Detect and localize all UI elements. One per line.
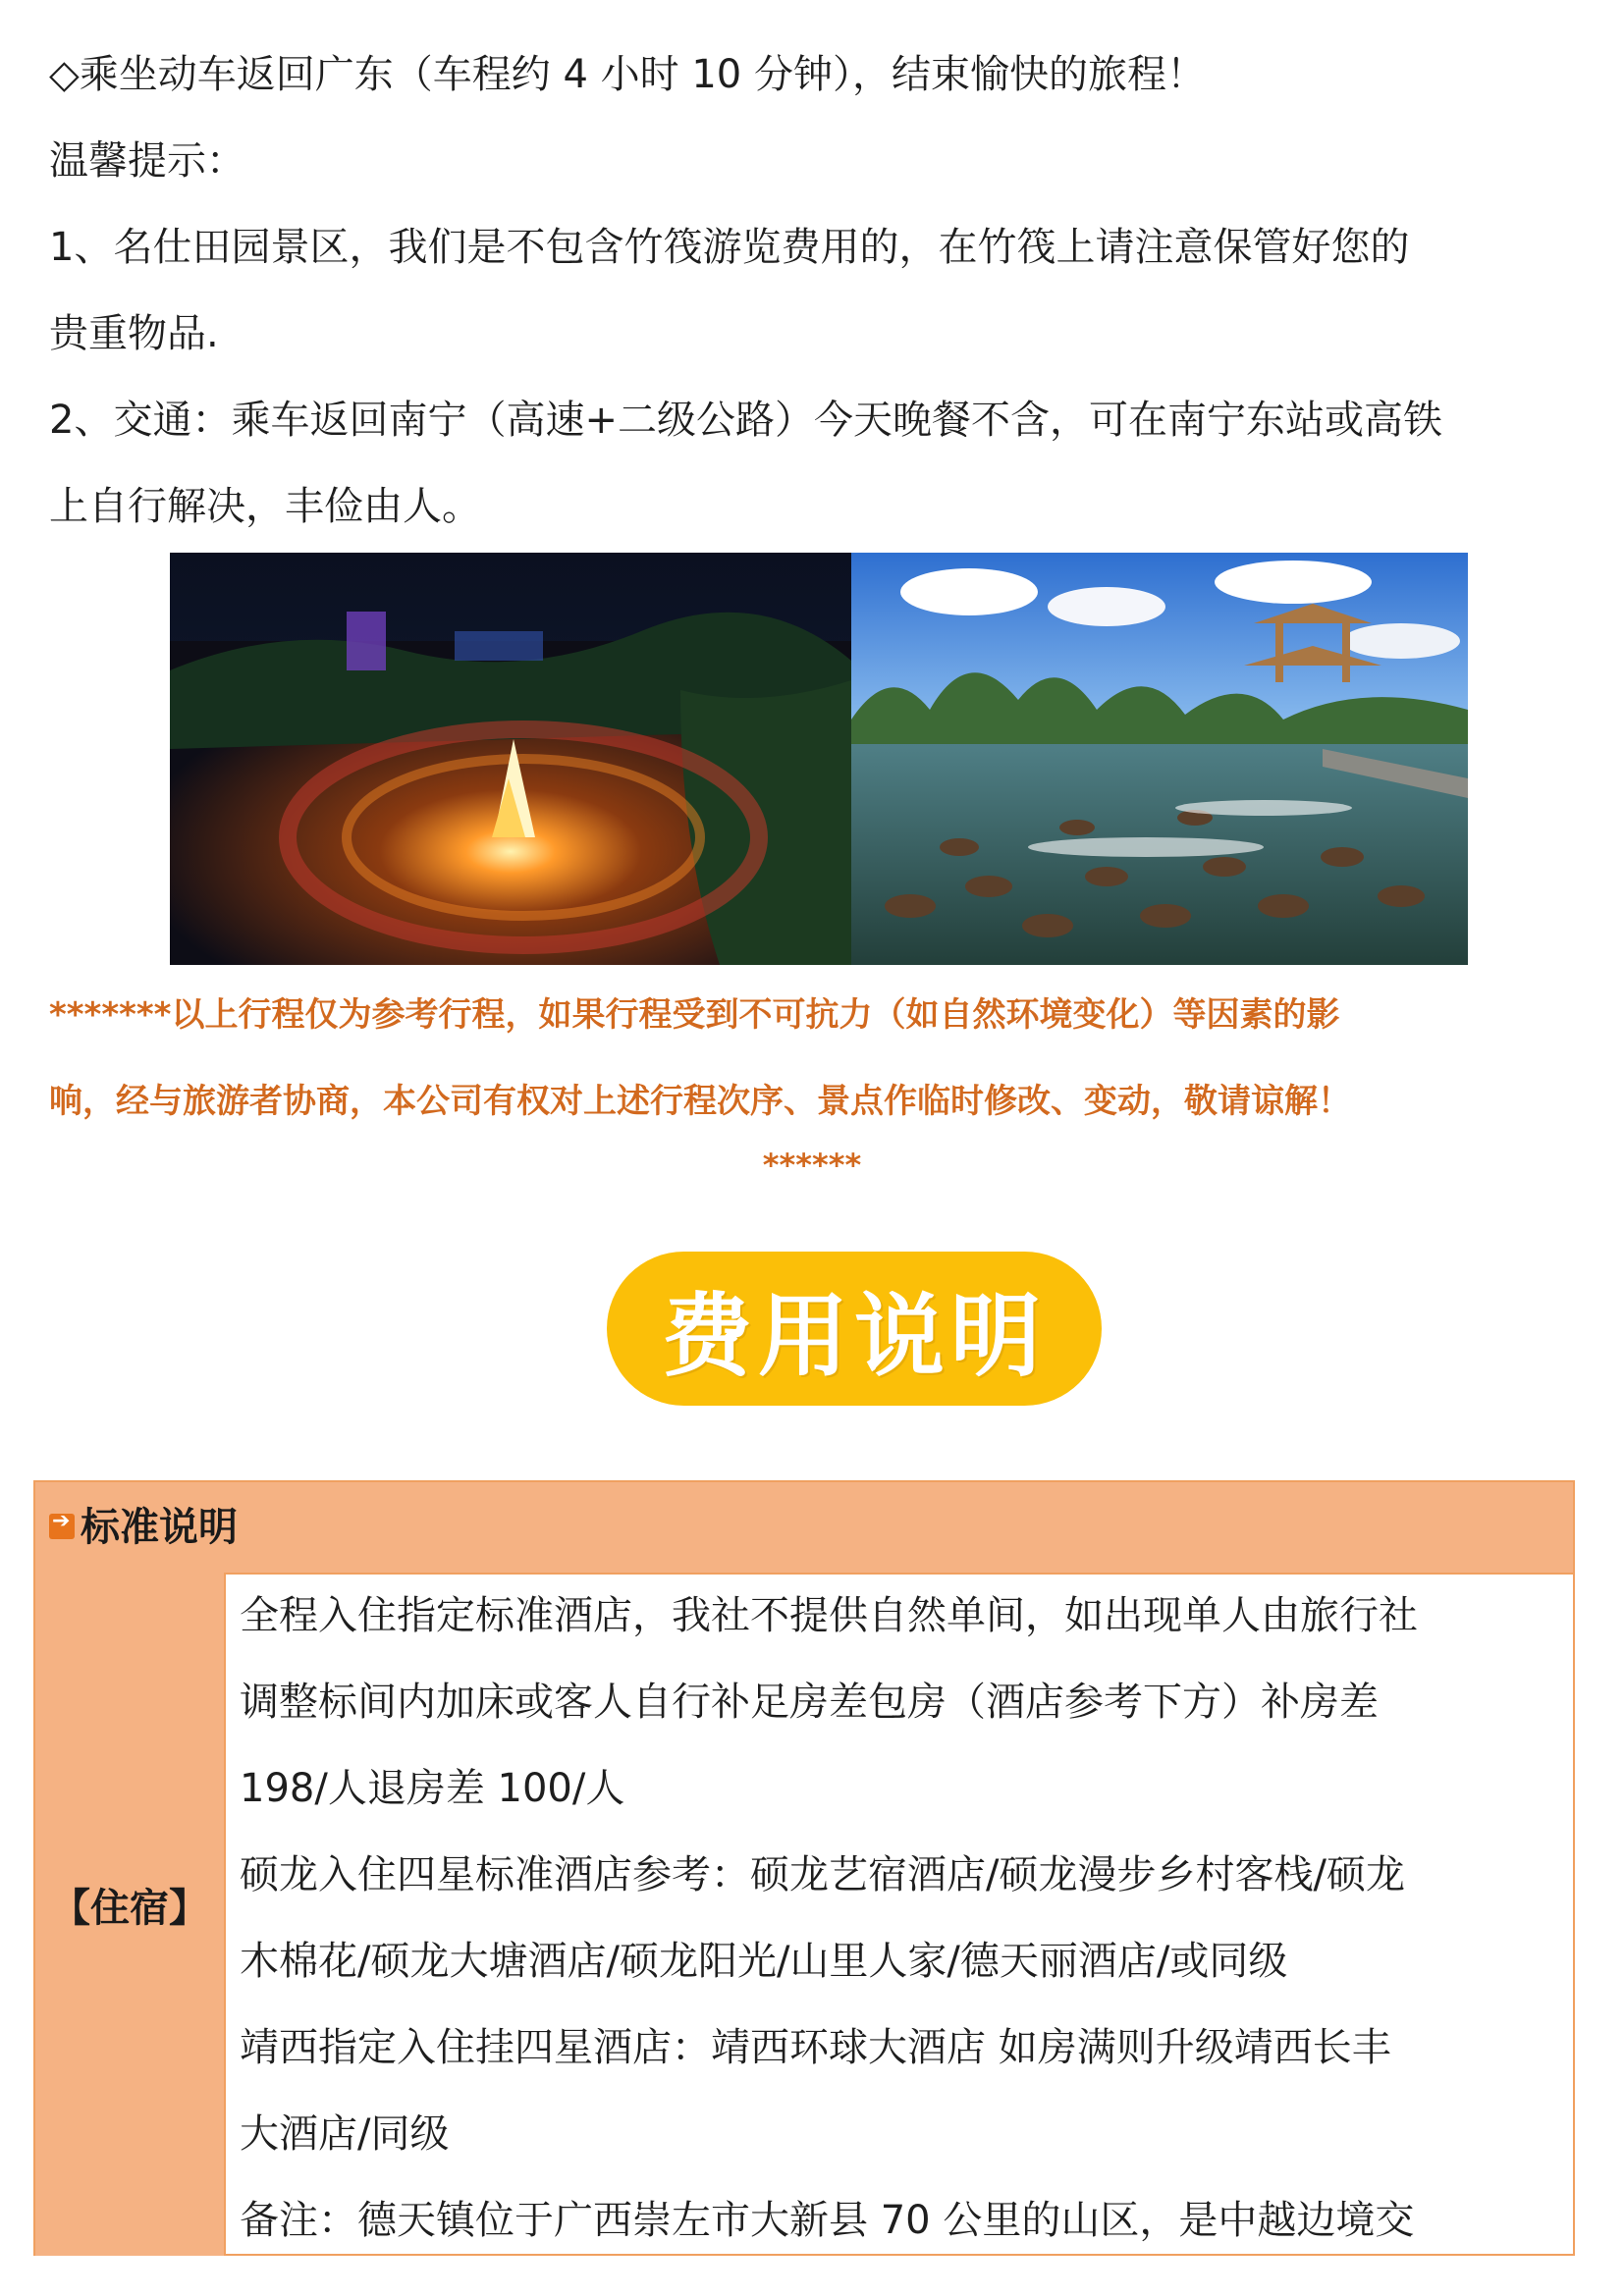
itinerary-notice-line-1: *******以上行程仅为参考行程，如果行程受到不可抗力（如自然环境变化）等因素的影 xyxy=(49,995,1340,1035)
accommodation-line: 大酒店/同级 xyxy=(240,2111,450,2157)
fees-banner-label: 费用说明 xyxy=(661,1282,1047,1389)
return-trip-line: ◇乘坐动车返回广东（车程约 4 小时 10 分钟），结束愉快的旅程！ xyxy=(49,52,1206,97)
tip-2-line-2: 上自行解决，丰俭由人。 xyxy=(49,484,481,529)
standards-header-title: 标准说明 xyxy=(81,1505,238,1550)
bonfire-night-photo xyxy=(170,553,851,965)
accommodation-line: 调整标间内加床或客人自行补足房差包房（酒店参考下方）补房差 xyxy=(240,1680,1379,1725)
accommodation-line: 198/人退房差 100/人 xyxy=(240,1766,625,1811)
accommodation-label-cell xyxy=(35,1573,226,2256)
tip-1-line-1: 1、名仕田园景区，我们是不包含竹筏游览费用的，在竹筏上请注意保管好您的 xyxy=(49,225,1410,270)
accommodation-line: 全程入住指定标准酒店，我社不提供自然单间，如出现单人由旅行社 xyxy=(240,1593,1418,1638)
standards-table xyxy=(33,1480,1575,2256)
itinerary-notice-line-2: 响，经与旅游者协商，本公司有权对上述行程次序、景点作临时修改、变动，敬请谅解！ xyxy=(49,1082,1351,1121)
lake-ducks-photo xyxy=(851,553,1468,965)
notice-stars: ****** xyxy=(762,1147,862,1184)
accommodation-label: 【住宿】 xyxy=(51,1886,208,1931)
fees-banner xyxy=(607,1252,1102,1406)
accommodation-line: 木棉花/硕龙大塘酒店/硕龙阳光/山里人家/德天丽酒店/或同级 xyxy=(240,1939,1288,1984)
accommodation-line: 备注：德天镇位于广西崇左市大新县 70 公里的山区，是中越边境交 xyxy=(240,2198,1415,2243)
accommodation-line: 靖西指定入住挂四星酒店：靖西环球大酒店 如房满则升级靖西长丰 xyxy=(240,2025,1391,2070)
accommodation-line: 硕龙入住四星标准酒店参考：硕龙艺宿酒店/硕龙漫步乡村客栈/硕龙 xyxy=(240,1852,1405,1897)
tip-2-line-1: 2、交通：乘车返回南宁（高速+二级公路）今天晚餐不含，可在南宁东站或高铁 xyxy=(49,398,1442,443)
tips-title: 温馨提示： xyxy=(49,138,245,184)
standards-header xyxy=(35,1482,1573,1575)
photo-strip xyxy=(170,553,1468,965)
accommodation-content-cell xyxy=(226,1573,1573,2256)
arrow-right-icon xyxy=(49,1514,75,1539)
tip-1-line-2: 贵重物品. xyxy=(49,311,219,356)
